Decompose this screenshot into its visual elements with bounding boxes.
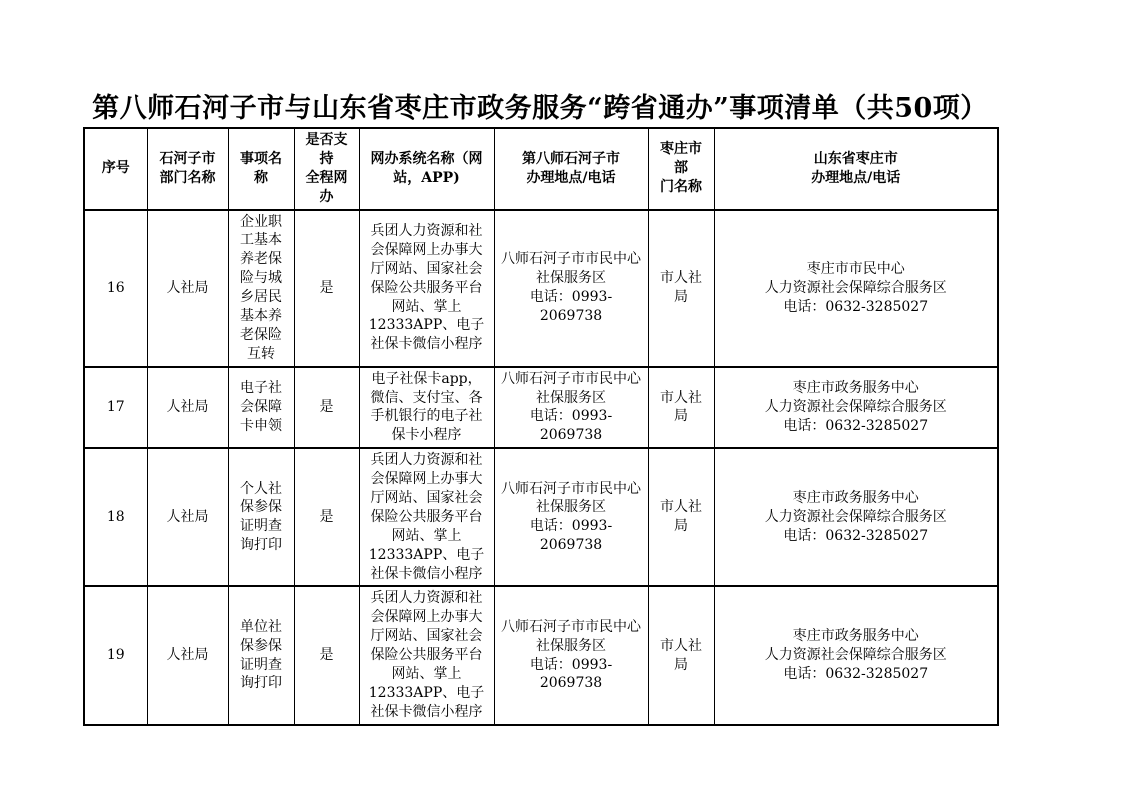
cell-online-support: 是 (294, 448, 359, 586)
header-shihezi-address: 第八师石河子市 办理地点/电话 (494, 128, 648, 210)
cell-online-support: 是 (294, 210, 359, 367)
header-item-name: 事项名称 (228, 128, 294, 210)
cell-online-support: 是 (294, 367, 359, 449)
cell-zaozhuang-address: 枣庄市政务服务中心 人力资源社会保障综合服务区 电话：0632-3285027 (714, 448, 998, 586)
cell-seq: 17 (84, 367, 147, 449)
cell-system-name: 电子社保卡app，微信、支付宝、各手机银行的电子社保卡小程序 (359, 367, 494, 449)
cell-shihezi-dept: 人社局 (147, 210, 228, 367)
cell-zaozhuang-address: 枣庄市市民中心 人力资源社会保障综合服务区 电话：0632-3285027 (714, 210, 998, 367)
cell-shihezi-dept: 人社局 (147, 367, 228, 449)
items-table (83, 127, 999, 726)
cell-zaozhuang-dept: 市人社局 (648, 448, 714, 586)
cell-system-name: 兵团人力资源和社会保障网上办事大厅网站、国家社会保险公共服务平台网站、掌上12333APP、电子社保卡微信小程序 (359, 448, 494, 586)
cell-item-name: 个人社保参保证明查询打印 (228, 448, 294, 586)
table-header-row (84, 128, 998, 210)
cell-zaozhuang-dept: 市人社局 (648, 367, 714, 449)
cell-system-name: 兵团人力资源和社会保障网上办事大厅网站、国家社会保险公共服务平台网站、掌上12333APP、电子社保卡微信小程序 (359, 210, 494, 367)
header-online-support: 是否支持 全程网办 (294, 128, 359, 210)
cell-shihezi-address: 八师石河子市市民中心社保服务区 电话：0993-2069738 (494, 367, 648, 449)
header-shihezi-dept: 石河子市 部门名称 (147, 128, 228, 210)
cell-shihezi-address: 八师石河子市市民中心社保服务区 电话：0993-2069738 (494, 210, 648, 367)
cell-seq: 18 (84, 448, 147, 586)
cell-shihezi-address: 八师石河子市市民中心社保服务区 电话：0993-2069738 (494, 586, 648, 724)
cell-seq: 16 (84, 210, 147, 367)
page-title: 第八师石河子市与山东省枣庄市政务服务“跨省通办”事项清单（共50项） (92, 93, 988, 124)
cell-item-name: 电子社会保障卡申领 (228, 367, 294, 449)
table-row (84, 210, 998, 367)
cell-zaozhuang-dept: 市人社局 (648, 586, 714, 724)
cell-zaozhuang-dept: 市人社局 (648, 210, 714, 367)
cell-seq: 19 (84, 586, 147, 724)
cell-zaozhuang-address: 枣庄市政务服务中心 人力资源社会保障综合服务区 电话：0632-3285027 (714, 586, 998, 724)
table-row (84, 586, 998, 724)
cell-system-name: 兵团人力资源和社会保障网上办事大厅网站、国家社会保险公共服务平台网站、掌上12333APP、电子社保卡微信小程序 (359, 586, 494, 724)
cell-zaozhuang-address: 枣庄市政务服务中心 人力资源社会保障综合服务区 电话：0632-3285027 (714, 367, 998, 449)
table-row (84, 448, 998, 586)
cell-item-name: 企业职工基本养老保险与城乡居民基本养老保险互转 (228, 210, 294, 367)
header-seq: 序号 (84, 128, 147, 210)
cell-online-support: 是 (294, 586, 359, 724)
header-zaozhuang-address: 山东省枣庄市 办理地点/电话 (714, 128, 998, 210)
header-system-name: 网办系统名称（网 站，APP) (359, 128, 494, 210)
header-zaozhuang-dept: 枣庄市部 门名称 (648, 128, 714, 210)
cell-shihezi-dept: 人社局 (147, 586, 228, 724)
table-row (84, 367, 998, 449)
cell-shihezi-address: 八师石河子市市民中心社保服务区 电话：0993-2069738 (494, 448, 648, 586)
cell-shihezi-dept: 人社局 (147, 448, 228, 586)
cell-item-name: 单位社保参保证明查询打印 (228, 586, 294, 724)
